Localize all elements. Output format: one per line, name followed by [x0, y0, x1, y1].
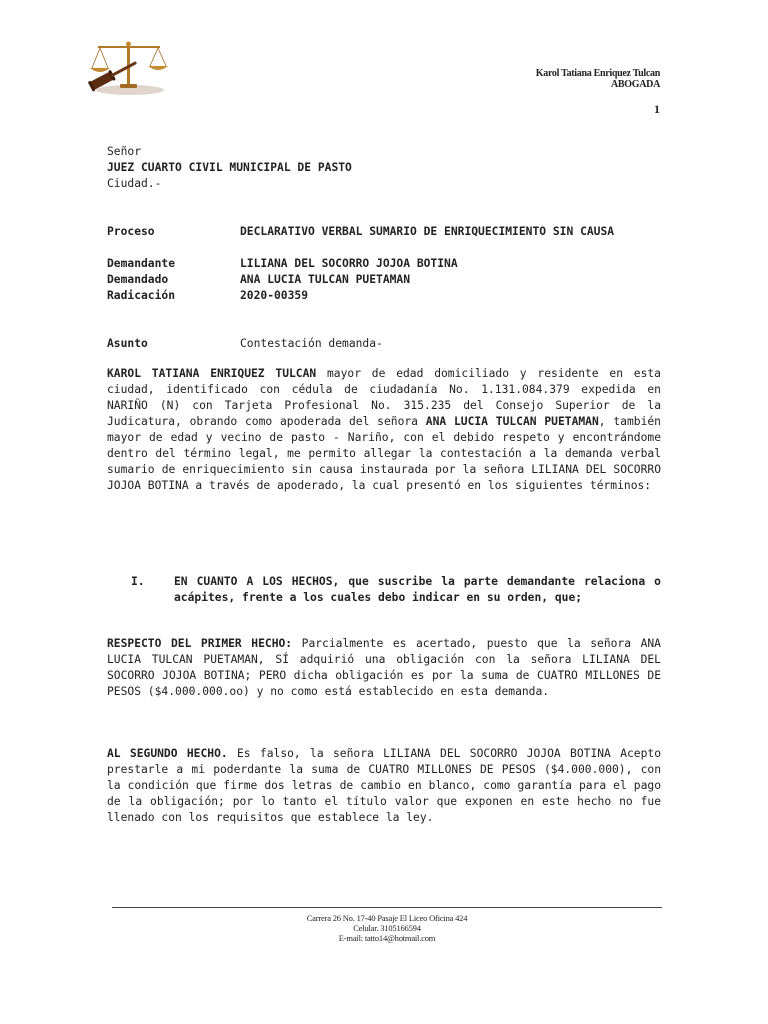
fact-two-heading: AL SEGUNDO HECHO. [107, 747, 228, 760]
case-defendant-row [107, 272, 661, 288]
page-number: 1 [654, 102, 660, 116]
fact-two-text: Es falso, la señora LILIANA DEL SOCORRO JOJOA BOTINA Acepto prestarle a mi poderdante la suma de CUATRO MILLONES DE PESOS ($4.000.000), con la condición que firme dos letras de cambio en blanco, como garantía para el pago de la obligación; por lo tanto el título valor que exponen en este hecho no fue llenado con los requisitos que establece la ley. [107, 747, 661, 824]
city-line: Ciudad.- [107, 177, 162, 190]
plaintiff-value: LILIANA DEL SOCORRO JOJOA BOTINA [240, 257, 458, 270]
footer-address: Carrera 26 No. 17-40 Pasaje El Liceo Oficina 424 [306, 913, 468, 923]
fact-two-paragraph [107, 746, 661, 826]
footer-phone: Celular. 3105166594 [353, 923, 421, 933]
subject-value: Contestación demanda- [240, 337, 383, 350]
judge-name: JUEZ CUARTO CIVIL MUNICIPAL DE PASTO [107, 161, 352, 174]
letterhead [536, 68, 660, 90]
lawyer-name: Karol Tatiana Enriquez Tulcan [535, 68, 660, 79]
subject-row [107, 336, 661, 352]
scales-of-justice-logo [84, 38, 172, 96]
section-heading: EN CUANTO A LOS HECHOS, que suscribe la parte demandante relaciona o acápites, frente a los cuales debo indicar en su orden, que; [174, 575, 661, 604]
client-name: ANA LUCIA TULCAN PUETAMAN [425, 415, 599, 428]
process-value: DECLARATIVO VERBAL SUMARIO DE ENRIQUECIMIENTO SIN CAUSA [240, 225, 615, 238]
defendant-value: ANA LUCIA TULCAN PUETAMAN [240, 273, 411, 286]
subject-label: Asunto [107, 337, 148, 350]
case-process-row [107, 224, 661, 256]
case-filing-row [107, 288, 661, 304]
case-plaintiff-row [107, 256, 661, 272]
attorney-name: KAROL TATIANA ENRIQUEZ TULCAN [107, 367, 317, 380]
section-numeral: I. [131, 575, 145, 588]
filing-value: 2020-00359 [240, 289, 309, 302]
lawyer-title: ABOGADA [610, 79, 660, 90]
filing-label: Radicación [107, 289, 176, 302]
fact-one-text: Parcialmente es acertado, puesto que la señora ANA LUCIA TULCAN PUETAMAN, SÍ adquirió una obligación con la señora LILIANA DEL SOCORRO JOJOA BOTINA; PERO dicha obligación es por la suma de CUATRO MILLONES DE PESOS ($4.000.000.oo) y no como está establecido en esta demanda. [107, 637, 661, 698]
intro-text-2: , también mayor de edad y vecino de pasto - Nariño, con el debido respeto y encontrándome dentro del término legal, me permito allegar la contestación a la demanda verbal sumario de enriquecimiento sin causa instaurada por la señora LILIANA DEL SOCORRO JOJOA BOTINA a través de apoderado, la cual presentó en los siguientes términos: [107, 415, 661, 492]
intro-paragraph [107, 366, 661, 494]
salutation: Señor [107, 145, 142, 158]
footer-email: E-mail: tatto14@hotmail.com [338, 933, 436, 943]
defendant-label: Demandado [107, 273, 169, 286]
footer [112, 913, 662, 943]
process-label: Proceso [107, 225, 155, 238]
footer-divider [112, 907, 662, 908]
fact-one-heading: RESPECTO DEL PRIMER HECHO: [107, 637, 293, 650]
intro-text-1: mayor de edad domiciliado y residente en esta ciudad, identificado con cédula de ciudadanía No. 1.131.084.379 expedida en NARIÑO (N) con Tarjeta Profesional No. 315.235 del Consejo Superior de la Judicatura, obrando como apoderada del señora [107, 367, 661, 428]
fact-one-paragraph [107, 636, 661, 700]
plaintiff-label: Demandante [107, 257, 176, 270]
